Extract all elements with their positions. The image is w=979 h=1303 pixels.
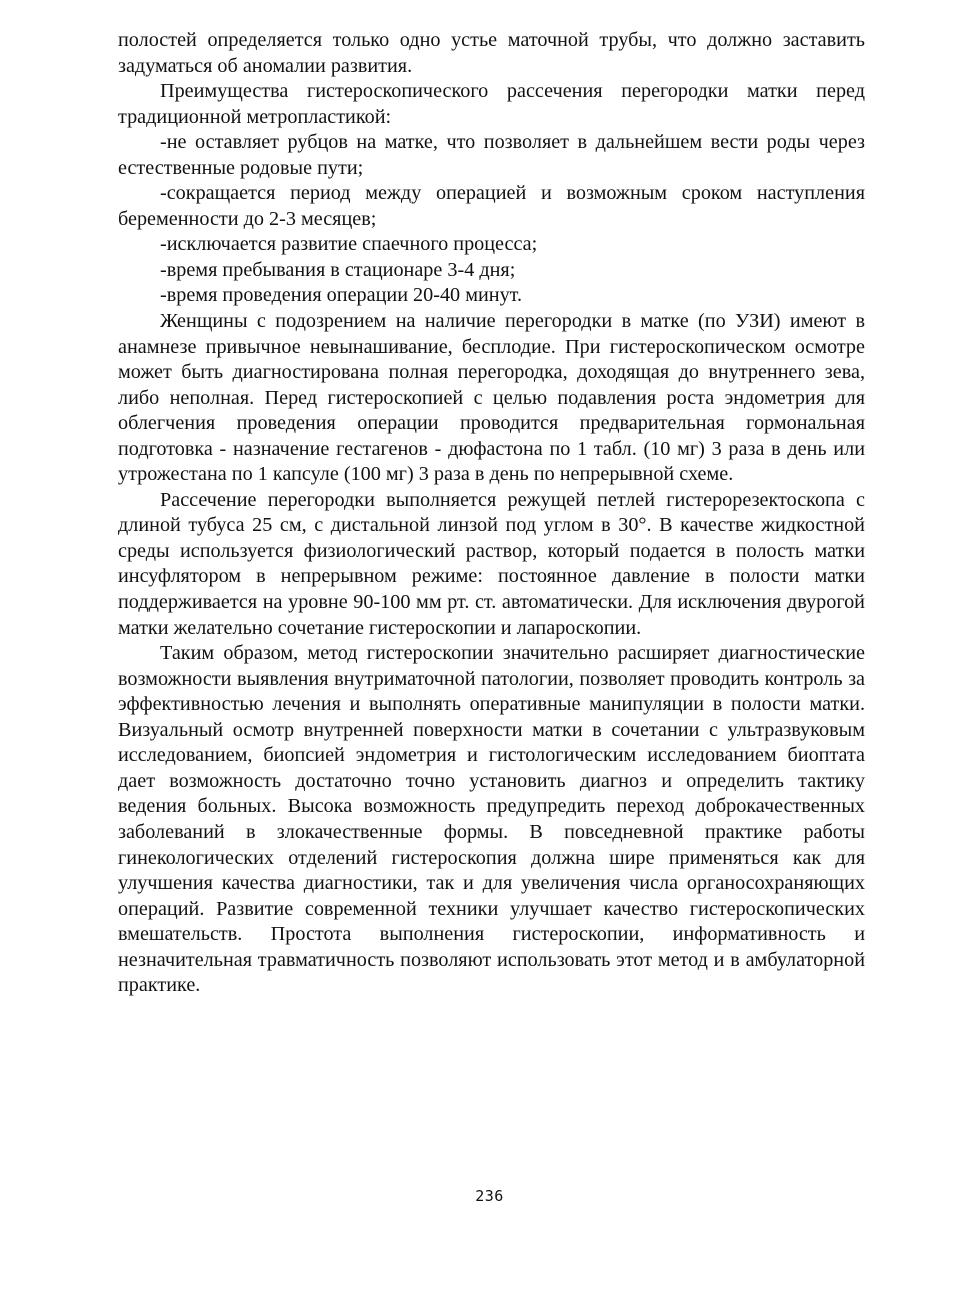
paragraph-septum-dissection: Рассечение перегородки выполняется режущей петлей гистерорезектоскопа с длиной тубуса 25 см, с дистальной линзой под углом в 30°. В качестве жидкостной среды используется физиологический раствор, который подается в полость матки инсуфлятором в непрерывном режиме: постоянное давление в полости матки поддерживается на уровне 90-100 мм рт. ст. автоматически. Для исключения двурогой матки желательно сочетание гистероскопии и лапароскопии.: [118, 488, 865, 639]
paragraph-conclusion: Таким образом, метод гистероскопии значительно расширяет диагностические возможности выявления внутриматочной патологии, позволяет проводить контроль за эффективностью лечения и выполнять оперативные манипуляции в полости матки. Визуальный осмотр внутренней поверхности матки в сочетании с ультразвуковым исследованием, биопсией эндометрия и гистологическим исследованием биоптата дает возможность достаточно точно установить диагноз и определить тактику ведения больных. Высока возможность предупредить переход доброкачественных заболеваний в злокачественные формы. В повседневной практике работы гинекологических отделений гистероскопия должна шире применяться как для улучшения качества диагностики, так и для увеличения числа органосохраняющих операций. Развитие современной техники улучшает качество гистероскопических вмешательств. Простота выполнения гистероскопии, информативность и незначительная травматичность позволяют использовать этот метод и в амбулаторной практике.: [118, 642, 865, 997]
page-number: 236: [475, 1187, 504, 1205]
list-item-shorter-period: -сокращается период между операцией и возможным сроком наступления беременности до 2-3 месяцев;: [118, 182, 865, 230]
document-body: [118, 28, 865, 999]
list-item-operation-time: -время проведения операции 20-40 минут.: [160, 284, 523, 307]
list-item-no-adhesions: -исключается развитие спаечного процесса;: [160, 233, 538, 256]
paragraph-women-septum: Женщины с подозрением на наличие перегородки в матке (по УЗИ) имеют в анамнезе привычное невынашивание, бесплодие. При гистероскопическом осмотре может быть диагностирована полная перегородка, доходящая до внутреннего зева, либо неполная. Перед гистероскопией с целью подавления роста эндометрия для облегчения проведения операции проводится предварительная гормональная подготовка - назначение гестагенов - дюфастона по 1 табл. (10 мг) 3 раза в день или утрожестана по 1 капсуле (100 мг) 3 раза в день по непрерывной схеме.: [118, 310, 865, 486]
paragraph-advantages-intro: Преимущества гистероскопического рассечения перегородки матки перед традиционной метропластикой:: [118, 80, 865, 128]
paragraph-continuation: полостей определяется только одно устье маточной трубы, что должно заставить задуматься об аномалии развития.: [118, 29, 865, 77]
list-item-no-scars: -не оставляет рубцов на матке, что позволяет в дальнейшем вести роды через естественные родовые пути;: [118, 131, 865, 179]
list-item-hospital-stay: -время пребывания в стационаре 3-4 дня;: [160, 258, 516, 281]
